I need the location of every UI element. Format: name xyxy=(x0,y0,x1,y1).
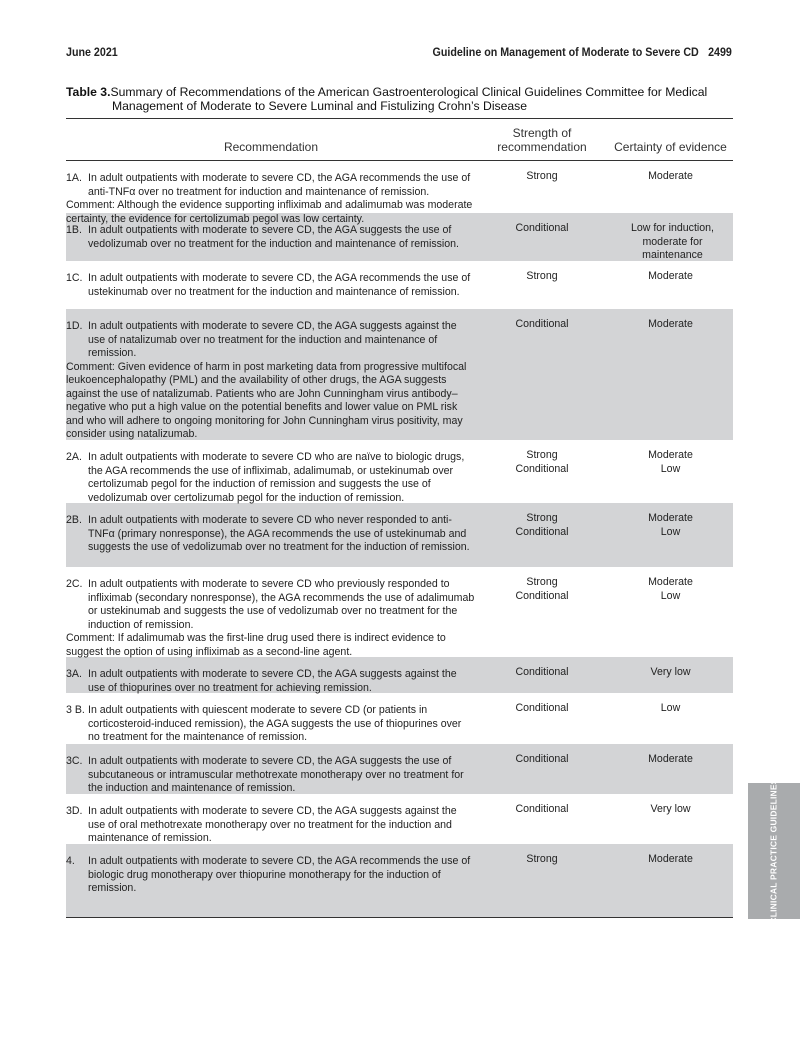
strength-value: Strong xyxy=(526,270,558,282)
recommendation-body: In adult outpatients with moderate to severe CD, the AGA suggests against the use of oral methotrexate monotherapy over no treatment for the induction and maintenance of remission. xyxy=(88,805,457,844)
recommendation-text xyxy=(66,320,476,361)
certainty-value: Moderate xyxy=(648,318,693,330)
recommendation-cell xyxy=(66,844,476,917)
strength-value: Strong xyxy=(526,170,558,182)
recommendation-cell xyxy=(66,213,476,261)
strength-value: Conditional xyxy=(515,666,569,678)
strength-cell xyxy=(476,844,608,917)
header-recommendation: Recommendation xyxy=(223,140,319,154)
certainty-value: Very low xyxy=(650,803,691,815)
strength-value: Conditional xyxy=(515,222,569,234)
recommendation-text xyxy=(66,272,476,299)
certainty-cell xyxy=(608,844,733,917)
strength-cell xyxy=(476,744,608,794)
recommendation-text xyxy=(66,755,476,796)
table-header xyxy=(66,119,733,161)
recommendation-body: In adult outpatients with moderate to severe CD, the AGA suggests the use of vedolizumab over no treatment for the induction and maintenance of remission. xyxy=(88,224,459,250)
strength-cell xyxy=(476,213,608,261)
table-row xyxy=(66,794,733,844)
table-caption xyxy=(66,85,736,113)
side-tab-label: CLINICAL PRACTICE GUIDELINES xyxy=(769,778,780,924)
strength-value: Conditional xyxy=(515,462,569,475)
recommendation-text xyxy=(66,855,476,896)
certainty-cell xyxy=(608,161,733,213)
recommendation-body: In adult outpatients with moderate to severe CD, the AGA suggests against the use of natalizumab over no treatment for the induction and maintenance of remission. xyxy=(88,320,457,359)
recommendation-text xyxy=(66,704,476,745)
certainty-cell xyxy=(608,657,733,693)
strength-cell xyxy=(476,657,608,693)
certainty-value: Moderate xyxy=(648,753,693,765)
recommendation-id: 1D. xyxy=(66,320,83,332)
strength-cell xyxy=(476,503,608,567)
recommendation-id: 4. xyxy=(66,855,75,867)
certainty-value: Low xyxy=(660,702,681,714)
strength-cell xyxy=(476,309,608,440)
recommendation-comment: Comment: Given evidence of harm in post marketing data from progressive multifocal leukoencephalopathy (PML) and the availability of other drugs, the AGA suggests against the use of natalizumab. Patients who are John Cunningham virus antibody–negative who put a high value on the potential benefits and lower value on PML risk and who will adhere to ongoing monitoring for John Cunningham virus positivity, may consider using natalizumab. xyxy=(66,360,467,440)
table-body xyxy=(66,161,733,917)
recommendation-body: In adult outpatients with moderate to severe CD, the AGA recommends the use of anti-TNFα over no treatment for induction and maintenance of remission. xyxy=(88,172,471,198)
recommendation-comment: Comment: If adalimumab was the first-line drug used there is indirect evidence to suggest the option of using infliximab as a second-line agent. xyxy=(66,632,446,658)
recommendation-comment: Comment: Although the evidence supporting infliximab and adalimumab was moderate certainty, the evidence for certolizumab pegol was low certainty. xyxy=(66,199,473,225)
recommendation-body: In adult outpatients with moderate to severe CD, the AGA suggests against the use of thiopurines over no treatment for achieving remission. xyxy=(88,668,457,694)
recommendation-id: 1B. xyxy=(66,224,82,236)
table-row xyxy=(66,261,733,309)
table-row xyxy=(66,309,733,440)
running-title: Guideline on Management of Moderate to Severe CD xyxy=(432,47,699,59)
running-title-group xyxy=(433,47,732,59)
strength-value: Strong xyxy=(526,576,558,588)
table-row xyxy=(66,844,733,917)
recommendation-body: In adult outpatients with moderate to severe CD who are naïve to biologic drugs, the AGA recommends the use of infliximab, adalimumab, or ustekinumab over certolizumab pegol for the induction of remission and suggests the use of vedolizumab over certolizumab pegol for the induction of remission. xyxy=(88,451,465,504)
recommendation-body: In adult outpatients with quiescent moderate to severe CD (or patients in corticosteroid-induced remission), the AGA suggests the use of thiopurines over no treatment for the maintenance of remission. xyxy=(88,704,462,743)
table-row xyxy=(66,503,733,567)
strength-cell xyxy=(476,161,608,213)
table-row xyxy=(66,693,733,744)
caption-line-1: Summary of Recommendations of the American Gastroenterological Clinical Guidelines Committee for Medical xyxy=(110,85,708,99)
certainty-cell xyxy=(608,794,733,844)
recommendation-body: In adult outpatients with moderate to severe CD, the AGA recommends the use of ustekinumab over no treatment for the induction and maintenance of remission. xyxy=(88,272,471,298)
certainty-value: Moderate xyxy=(648,449,693,461)
strength-value: Conditional xyxy=(515,803,569,815)
table-row xyxy=(66,744,733,794)
header-certainty: Certainty of evidence xyxy=(614,140,727,154)
certainty-value: Very low xyxy=(650,666,691,678)
header-strength: Strength of recommendation xyxy=(497,126,587,154)
recommendation-text xyxy=(66,514,476,555)
recommendation-cell xyxy=(66,309,476,440)
strength-value: Strong xyxy=(526,853,558,865)
strength-cell xyxy=(476,261,608,309)
recommendation-cell xyxy=(66,261,476,309)
recommendation-cell xyxy=(66,794,476,844)
strength-value: Conditional xyxy=(515,525,569,538)
recommendation-id: 1A. xyxy=(66,172,82,184)
strength-value: Conditional xyxy=(515,702,569,714)
recommendation-cell xyxy=(66,657,476,693)
certainty-value: Moderate xyxy=(648,270,693,282)
section-side-tab xyxy=(748,778,800,924)
recommendation-text xyxy=(66,578,476,632)
recommendation-cell xyxy=(66,440,476,503)
certainty-value: Moderate xyxy=(648,170,693,182)
recommendation-id: 2A. xyxy=(66,451,82,463)
strength-value: Conditional xyxy=(515,589,569,602)
recommendation-cell xyxy=(66,567,476,657)
recommendation-cell xyxy=(66,744,476,794)
recommendation-cell xyxy=(66,503,476,567)
certainty-cell xyxy=(608,440,733,503)
page-number: 2499 xyxy=(708,47,732,59)
table-row xyxy=(66,213,733,261)
strength-value: Conditional xyxy=(515,318,569,330)
running-head xyxy=(66,47,732,63)
certainty-cell xyxy=(608,503,733,567)
recommendation-id: 3D. xyxy=(66,805,83,817)
recommendation-text xyxy=(66,224,476,251)
caption-line-2: Management of Moderate to Severe Luminal and Fistulizing Crohn’s Disease xyxy=(112,99,528,113)
recommendation-text xyxy=(66,451,476,505)
recommendation-body: In adult outpatients with moderate to severe CD who previously responded to infliximab (secondary nonresponse), the AGA recommends the use of adalimumab or ustekinumab and suggests the use of vedolizumab over no treatment for the induction of remission. xyxy=(88,578,475,631)
strength-value: Strong xyxy=(526,449,558,461)
recommendation-body: In adult outpatients with moderate to severe CD who never responded to anti-TNFα (primary nonresponse), the AGA recommends the use of ustekinumab and suggests the use of vedolizumab over no treatment for the induction of remission. xyxy=(88,514,470,553)
recommendation-cell xyxy=(66,161,476,225)
certainty-cell xyxy=(608,567,733,657)
strength-cell xyxy=(476,794,608,844)
recommendation-text xyxy=(66,805,476,846)
table-row xyxy=(66,440,733,503)
certainty-cell xyxy=(608,213,733,261)
certainty-value: Low for induction, moderate for maintenance xyxy=(630,222,715,261)
certainty-cell xyxy=(608,693,733,744)
certainty-cell xyxy=(608,261,733,309)
certainty-value: Moderate xyxy=(648,853,693,865)
recommendation-id: 3 B. xyxy=(66,704,85,716)
table-row xyxy=(66,657,733,693)
strength-value: Strong xyxy=(526,512,558,524)
recommendation-body: In adult outpatients with moderate to severe CD, the AGA recommends the use of biologic drug monotherapy over thiopurine monotherapy for the induction of remission. xyxy=(88,855,471,894)
certainty-value: Moderate xyxy=(648,512,693,524)
table-row xyxy=(66,161,733,225)
certainty-value: Low xyxy=(660,462,681,475)
strength-cell xyxy=(476,693,608,744)
certainty-value: Moderate xyxy=(648,576,693,588)
certainty-value: Low xyxy=(660,525,681,538)
strength-cell xyxy=(476,440,608,503)
certainty-value: Low xyxy=(660,589,681,602)
certainty-cell xyxy=(608,309,733,440)
recommendation-id: 3C. xyxy=(66,755,83,767)
recommendation-body: In adult outpatients with moderate to severe CD, the AGA suggests the use of subcutaneous or intramuscular methotrexate monotherapy over no treatment for the induction and maintenance of remission. xyxy=(88,755,464,794)
recommendation-id: 2C. xyxy=(66,578,83,590)
issue-date: June 2021 xyxy=(66,47,118,59)
recommendation-id: 1C. xyxy=(66,272,83,284)
recommendation-text xyxy=(66,668,476,695)
recommendations-table xyxy=(66,118,733,918)
recommendation-id: 2B. xyxy=(66,514,82,526)
recommendation-id: 3A. xyxy=(66,668,82,680)
certainty-cell xyxy=(608,744,733,794)
strength-value: Conditional xyxy=(515,753,569,765)
table-row xyxy=(66,567,733,657)
strength-cell xyxy=(476,567,608,657)
table-label: Table 3. xyxy=(66,85,111,99)
recommendation-text xyxy=(66,172,476,199)
recommendation-cell xyxy=(66,693,476,744)
